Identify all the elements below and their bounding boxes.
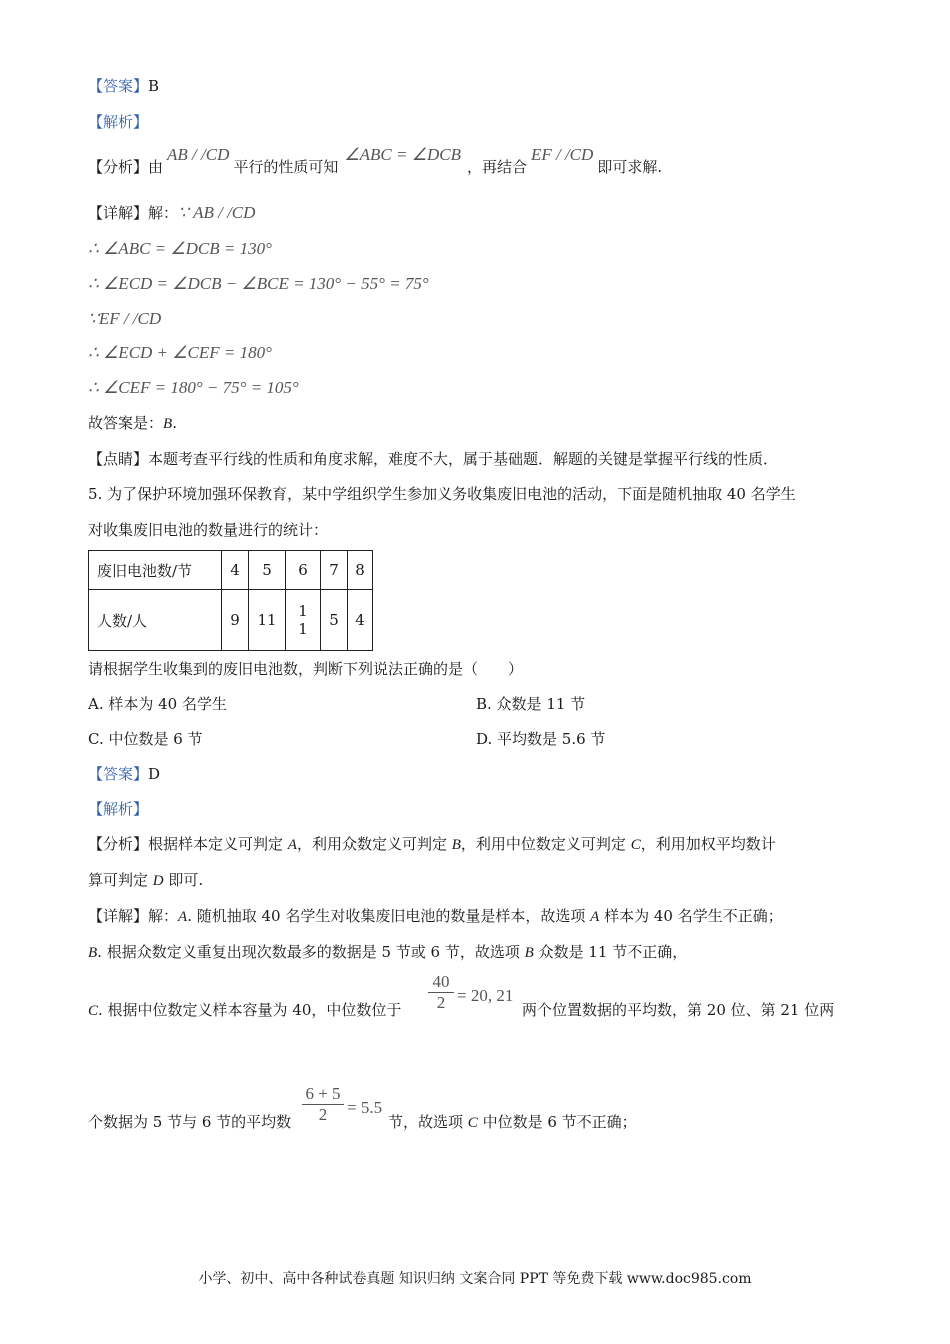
conclusion-text: 故答案是： bbox=[88, 414, 164, 432]
q5-fenxi-line-2 bbox=[88, 870, 203, 891]
fraction-denominator: 2 bbox=[428, 992, 454, 1013]
math-because: ∵ AB / /CD bbox=[178, 203, 256, 222]
choice-letter: C bbox=[467, 1115, 478, 1131]
table-cell: 5 bbox=[321, 590, 348, 651]
answer-line bbox=[88, 76, 159, 96]
fraction-numerator: 6 + 5 bbox=[305, 1084, 341, 1103]
table-header-cell: 人数/人 bbox=[89, 590, 222, 651]
answer-tag: 【答案】 bbox=[88, 77, 149, 95]
q5-xiangjie-c-3: 个数据为 5 节与 6 节的平均数 bbox=[88, 1113, 292, 1131]
xiangjie-text: 解： bbox=[148, 907, 179, 925]
fraction-numerator: 40 bbox=[432, 972, 450, 991]
table-row bbox=[89, 551, 373, 590]
step-3: ∵EF / /CD bbox=[88, 309, 162, 328]
fenxi-text: 由 bbox=[148, 158, 164, 176]
fenxi-text: ，再结合 bbox=[466, 158, 527, 176]
fenxi-tag: 【分析】 bbox=[88, 158, 149, 176]
dianjing-line bbox=[88, 449, 778, 469]
table-cell: 7 bbox=[321, 551, 348, 590]
table-cell: 4 bbox=[348, 590, 373, 651]
xiangjie-text: 众数是 11 节不正确， bbox=[533, 943, 688, 961]
q5-xiangjie-c-4 bbox=[388, 1112, 637, 1133]
fenxi-text: ，利用中位数定义可判定 bbox=[460, 835, 631, 853]
dianjing-tag: 【点睛】 bbox=[88, 450, 149, 468]
choice-letter: B bbox=[451, 837, 461, 853]
fenxi-tag: 【分析】 bbox=[88, 835, 149, 853]
step-2: ∴ ∠ECD = ∠DCB − ∠BCE = 130° − 55° = 75° bbox=[88, 274, 429, 293]
choice-letter: C bbox=[88, 1003, 99, 1019]
table-cell: 4 bbox=[222, 551, 249, 590]
fenxi-text: 算可判定 bbox=[88, 871, 153, 889]
table-cell: 11 bbox=[249, 590, 286, 651]
answer-value: B bbox=[148, 77, 160, 95]
conclusion bbox=[88, 413, 177, 434]
q5-analysis-tag: 【解析】 bbox=[88, 800, 149, 818]
choice-letter: A bbox=[287, 837, 297, 853]
q5-xiangjie-a bbox=[88, 906, 783, 927]
fenxi-text: ，利用众数定义可判定 bbox=[296, 835, 452, 853]
xiangjie-text: . 根据中位数定义样本容量为 40，中位数位于 bbox=[98, 1001, 402, 1019]
math-angle-eq: ∠ABC = ∠DCB bbox=[344, 145, 461, 164]
choice-letter: B bbox=[88, 945, 98, 961]
fenxi-line bbox=[88, 145, 663, 177]
table-cell: 9 bbox=[222, 590, 249, 651]
q5-stem-2: 对收集废旧电池的数量进行的统计： bbox=[88, 521, 329, 539]
answer-tag: 【答案】 bbox=[88, 765, 149, 783]
step-4: ∴ ∠ECD + ∠CEF = 180° bbox=[88, 343, 272, 362]
fenxi-text: 即可求解. bbox=[597, 158, 663, 176]
table-cell: 8 bbox=[348, 551, 373, 590]
math-ef-cd: EF / /CD bbox=[530, 145, 594, 164]
choice-letter: A bbox=[590, 909, 600, 925]
table-header-cell: 废旧电池数/节 bbox=[89, 551, 222, 590]
fenxi-text: ，利用加权平均数计 bbox=[640, 835, 776, 853]
fenxi-text: 平行的性质可知 bbox=[233, 158, 339, 176]
q5-xiangjie-c-2: 两个位置数据的平均数，第 20 位、第 21 位两 bbox=[522, 1001, 835, 1019]
q5-xiangjie-b bbox=[88, 942, 687, 963]
xiangjie-line bbox=[88, 203, 255, 223]
conclusion-choice: B bbox=[163, 416, 173, 432]
option-a: A. 样本为 40 名学生 bbox=[88, 695, 227, 713]
answer-value: D bbox=[148, 765, 161, 783]
table-cell: 1 1 bbox=[286, 590, 321, 651]
choice-letter: A bbox=[178, 909, 188, 925]
xiangjie-text: 节，故选项 bbox=[388, 1113, 468, 1131]
step-1: ∴ ∠ABC = ∠DCB = 130° bbox=[88, 239, 272, 258]
fenxi-text: 即可. bbox=[163, 871, 204, 889]
xiangjie-tag: 【详解】 bbox=[88, 204, 149, 222]
analysis-tag: 【解析】 bbox=[88, 113, 149, 131]
option-c: C. 中位数是 6 节 bbox=[88, 730, 203, 748]
xiangjie-text: . 随机抽取 40 名学生对收集废旧电池的数量是样本，故选项 bbox=[187, 907, 591, 925]
table-row bbox=[89, 590, 373, 651]
xiangjie-tag: 【详解】 bbox=[88, 907, 149, 925]
option-d: D. 平均数是 5.6 节 bbox=[476, 730, 606, 748]
statistics-table bbox=[88, 550, 373, 651]
fenxi-text: 根据样本定义可判定 bbox=[148, 835, 288, 853]
q5-stem-1: 5. 为了保护环境加强环保教育，某中学组织学生参加义务收集废旧电池的活动，下面是随机抽取 40 名学生 bbox=[88, 485, 796, 503]
fraction-6-5-2 bbox=[302, 1084, 344, 1125]
page-footer: 小学、初中、高中各种试卷真题 知识归纳 文案合同 PPT 等免费下载 www.doc985.com bbox=[198, 1271, 752, 1287]
dianjing-text: 本题考查平行线的性质和角度求解，难度不大，属于基础题．解题的关键是掌握平行线的性质． bbox=[148, 450, 779, 468]
choice-letter: C bbox=[630, 837, 641, 853]
choice-letter: D bbox=[152, 873, 164, 889]
choice-letter: B bbox=[524, 945, 534, 961]
q5-prompt: 请根据学生收集到的废旧电池数，判断下列说法正确的是（ ） bbox=[88, 660, 524, 678]
math-ab-cd: AB / /CD bbox=[167, 145, 230, 164]
xiangjie-text: . 根据众数定义重复出现次数最多的数据是 5 节或 6 节，故选项 bbox=[97, 943, 525, 961]
xiangjie-text: 样本为 40 名学生不正确； bbox=[599, 907, 783, 925]
q5-answer-line bbox=[88, 764, 160, 784]
math-eq-5-5: = 5.5 bbox=[347, 1098, 383, 1117]
table-cell: 5 bbox=[249, 551, 286, 590]
q5-xiangjie-c-1 bbox=[88, 1000, 401, 1021]
option-b: B. 众数是 11 节 bbox=[476, 695, 586, 713]
xiangjie-text: 解： bbox=[148, 204, 179, 222]
conclusion-period: . bbox=[172, 414, 177, 432]
math-eq-20-21: = 20, 21 bbox=[457, 986, 514, 1005]
fraction-40-2 bbox=[428, 972, 454, 1013]
step-5: ∴ ∠CEF = 180° − 75° = 105° bbox=[88, 378, 299, 397]
xiangjie-text: 中位数是 6 节不正确； bbox=[477, 1113, 637, 1131]
q5-fenxi-line bbox=[88, 834, 776, 855]
table-cell: 6 bbox=[286, 551, 321, 590]
fraction-denominator: 2 bbox=[302, 1104, 344, 1125]
